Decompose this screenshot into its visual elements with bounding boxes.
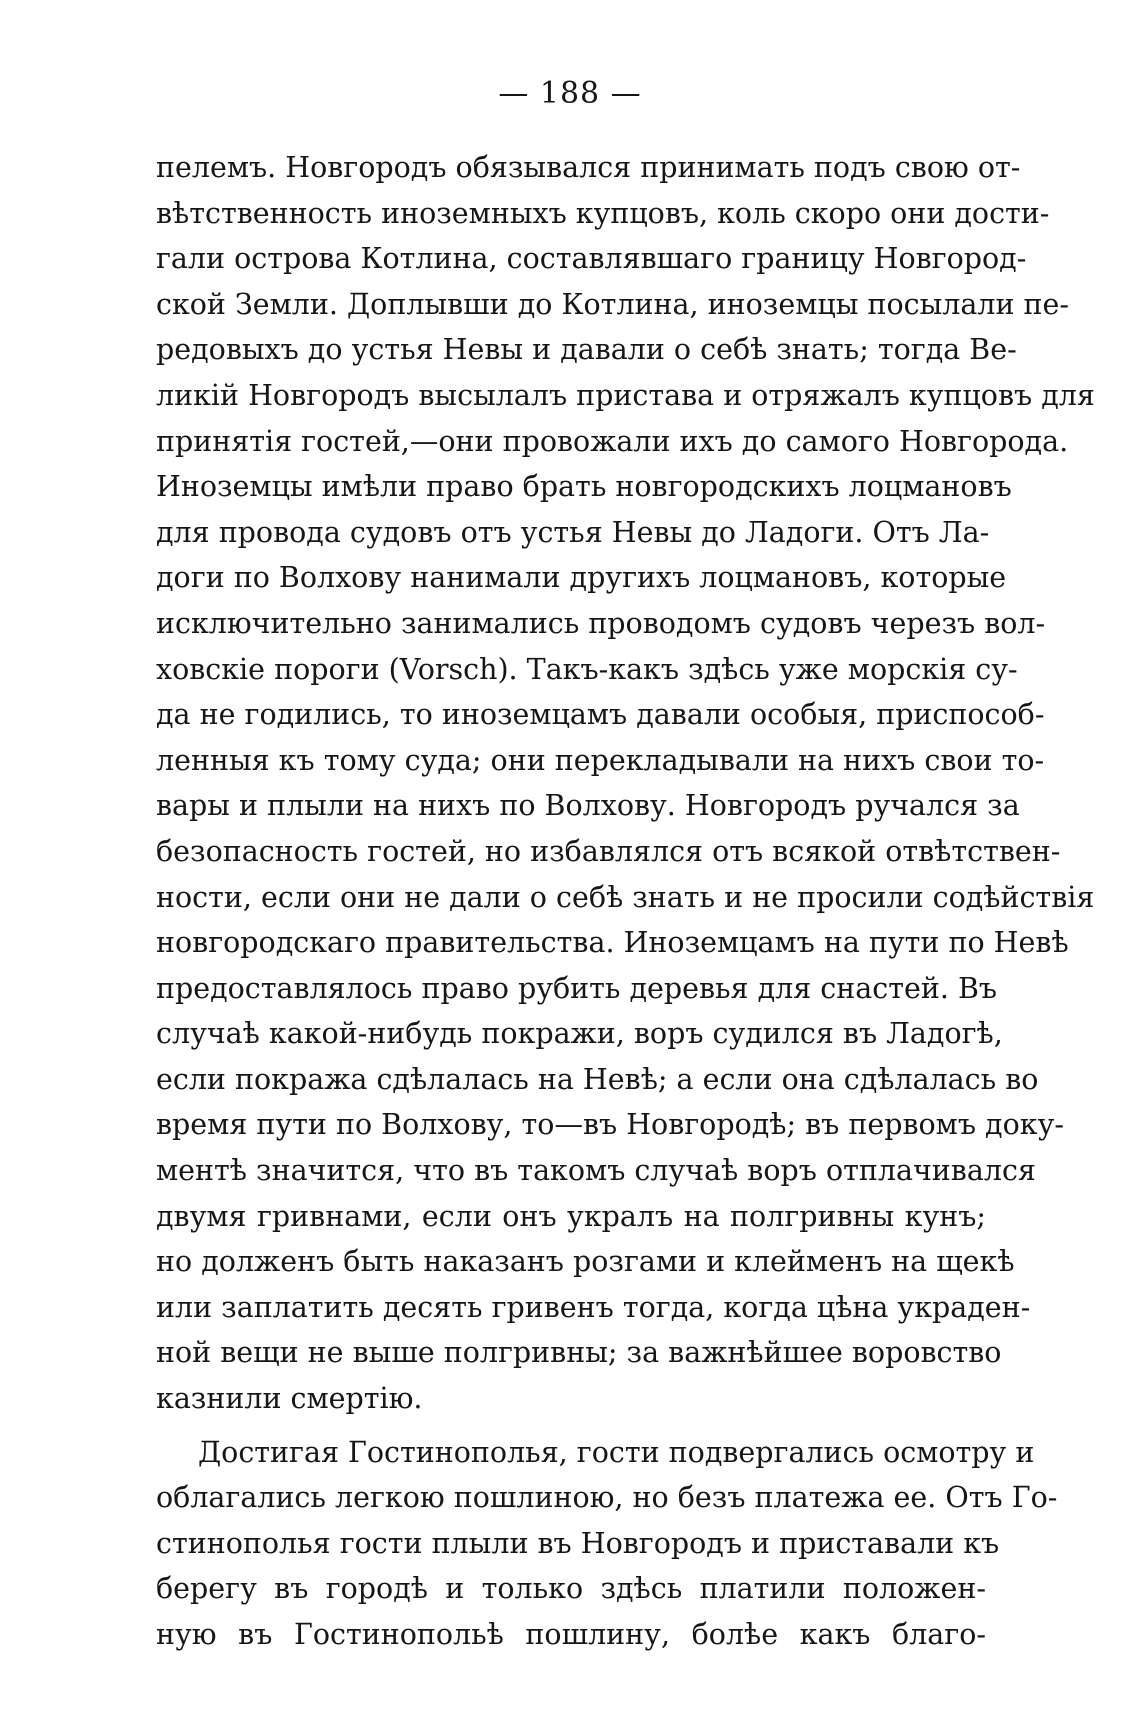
paragraph-2 bbox=[156, 1430, 1058, 1658]
text-line: двумя гривнами, если онъ укралъ на полгривны кунъ; bbox=[156, 1199, 986, 1233]
page-number: — 188 — bbox=[498, 76, 642, 111]
paragraph-1 bbox=[156, 145, 1095, 1422]
text-line: случаѣ какой-нибудь покражи, воръ судился въ Ладогѣ, bbox=[156, 1017, 1003, 1051]
text-line: время пути по Волхову, то—въ Новгородѣ; въ первомъ доку- bbox=[156, 1108, 1064, 1142]
text-line: новгородскаго правительства. Иноземцамъ на пути по Невѣ bbox=[156, 926, 1069, 960]
text-line: но долженъ быть наказанъ розгами и клейменъ на щекѣ bbox=[156, 1245, 1015, 1279]
text-line: ную въ Гостинопольѣ пошлину, болѣе какъ благо- bbox=[156, 1618, 986, 1651]
text-line: если покража сдѣлалась на Невѣ; а если она сдѣлалась во bbox=[156, 1062, 1039, 1096]
text-line: ленныя къ тому суда; они перекладывали на нихъ свои то- bbox=[156, 743, 1045, 777]
text-line: облагались легкою пошлиною, но безъ платежа ее. Отъ Го- bbox=[156, 1481, 1058, 1515]
text-line: вары и плыли на нихъ по Волхову. Новгородъ ручался за bbox=[156, 789, 1020, 823]
text-line: ментѣ значится, что въ такомъ случаѣ воръ отплачивался bbox=[156, 1154, 1036, 1188]
text-line: или заплатить десять гривенъ тогда, когда цѣна украден- bbox=[156, 1290, 1031, 1324]
text-line: ликій Новгородъ высылалъ пристава и отряжалъ купцовъ для bbox=[156, 378, 1095, 412]
text-line: ховскіе пороги (Vorsch). Такъ-какъ здѣсь уже морскія су- bbox=[156, 652, 1018, 686]
text-line: вѣтственность иноземныхъ купцовъ, коль скоро они дости- bbox=[156, 196, 1050, 230]
text-line: для провода судовъ отъ устья Невы до Ладоги. Отъ Ла- bbox=[156, 515, 990, 549]
text-line: исключительно занимались проводомъ судовъ черезъ вол- bbox=[156, 606, 1046, 640]
text-line: предоставлялось право рубить деревья для снастей. Въ bbox=[156, 971, 998, 1005]
text-line: безопасность гостей, но избавлялся отъ всякой отвѣтствен- bbox=[156, 834, 1061, 868]
text-line: доги по Волхову нанимали другихъ лоцмановъ, которые bbox=[156, 561, 1007, 595]
text-line: пелемъ. Новгородъ обязывался принимать подъ свою от- bbox=[156, 151, 1021, 184]
body-text bbox=[156, 145, 1095, 1658]
text-line: редовыхъ до устья Невы и давали о себѣ знать; тогда Ве- bbox=[156, 333, 1017, 367]
text-line: Достигая Гостинополья, гости подвергались осмотру и bbox=[198, 1435, 1035, 1469]
text-line: ности, если они не дали о себѣ знать и не просили содѣйствія bbox=[156, 880, 1095, 914]
text-line: Иноземцы имѣли право брать новгородскихъ лоцмановъ bbox=[156, 470, 1012, 504]
text-line: ской Земли. Доплывши до Котлина, иноземцы посылали пе- bbox=[156, 287, 1070, 321]
text-line: да не годились, то иноземцамъ давали особыя, приспособ- bbox=[156, 698, 1045, 732]
text-line: гали острова Котлина, составлявшаго границу Новгород- bbox=[156, 242, 1027, 276]
text-line: берегу въ городѣ и только здѣсь платили положен- bbox=[156, 1572, 986, 1606]
text-line: стинополья гости плыли въ Новгородъ и приставали къ bbox=[156, 1526, 1000, 1560]
text-line: казнили смертію. bbox=[156, 1382, 423, 1416]
paragraph-gap bbox=[156, 1422, 986, 1430]
text-line: ной вещи не выше полгривны; за важнѣйшее воровство bbox=[156, 1336, 1002, 1370]
text-line: принятія гостей,—они провожали ихъ до самого Новгорода. bbox=[156, 424, 1069, 458]
